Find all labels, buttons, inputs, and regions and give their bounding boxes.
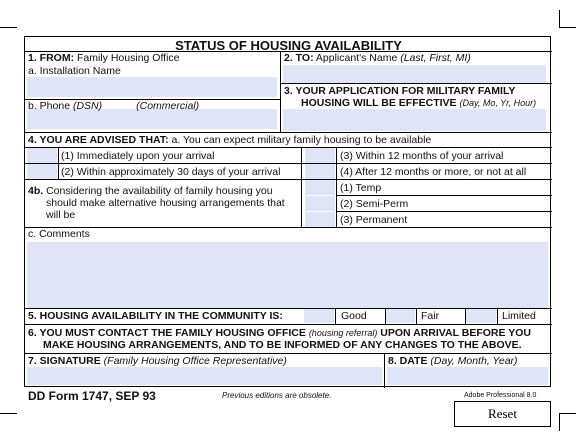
signature-field[interactable] [27,367,382,385]
form-title: STATUS OF HOUSING AVAILABILITY [175,38,402,53]
option-1-checkbox[interactable] [27,148,57,163]
software-note: Adobe Professional 8.0 [464,392,537,399]
fair-checkbox[interactable] [385,309,415,323]
advised-row: 4. YOU ARE ADVISED THAT: a. You can expect military family housing to be available [28,134,432,146]
application-line1: 3. YOUR APPLICATION FOR MILITARY FAMILY [284,85,516,97]
crop-mark [559,414,560,431]
date-field[interactable] [387,367,548,385]
contact-line2: MAKE HOUSING ARRANGEMENTS, AND TO BE INFORMED OF ANY CHANGES TO THE ABOVE. [43,339,522,351]
reset-button[interactable]: Reset [454,401,551,427]
crop-mark [559,10,560,27]
crop-mark [559,27,576,28]
option-2-label: (2) Within approximately 30 days of your arrival [61,166,281,178]
comments-field[interactable] [27,242,548,308]
housing-form [24,36,551,387]
temp-label: (1) Temp [340,182,382,194]
option-1-label: (1) Immediately upon your arrival [61,150,215,162]
permanent-label: (3) Permanent [340,214,408,226]
option-4-label: (4) After 12 months or more, or not at all [340,166,527,178]
crop-mark [0,27,17,28]
installation-label: a. Installation Name [28,65,121,77]
permanent-checkbox[interactable] [305,212,335,227]
item-4b-line1: 4b. Considering the availability of family housing you [28,185,273,197]
applicant-name-field[interactable] [283,65,546,83]
installation-name-field[interactable] [27,77,277,97]
option-2-checkbox[interactable] [27,164,57,179]
good-checkbox[interactable] [304,309,334,323]
limited-label: Limited [502,310,536,322]
good-label: Good [341,310,367,322]
option-3-label: (3) Within 12 months of your arrival [340,150,504,162]
availability-label: 5. HOUSING AVAILABILITY IN THE COMMUNITY IS: [28,310,283,322]
semi-perm-label: (2) Semi-Perm [340,198,409,210]
semi-perm-checkbox[interactable] [305,196,335,211]
effective-date-field[interactable] [283,109,546,131]
application-line2: HOUSING WILL BE EFFECTIVE (Day, Mo, Yr, Hour) [301,97,537,109]
crop-mark [559,413,576,414]
item-4b-line3: will be [46,209,76,221]
phone-field[interactable] [27,109,277,129]
form-id: DD Form 1747, SEP 93 [28,389,156,403]
option-3-checkbox[interactable] [305,148,335,163]
obsolete-note: Previous editions are obsolete. [222,391,332,400]
phone-row: b. Phone (DSN) (Commercial) [28,100,200,112]
crop-mark [0,413,17,414]
fair-label: Fair [421,310,440,322]
item-4b-line2: should make alternative housing arrangements that [46,197,285,209]
limited-checkbox[interactable] [466,309,496,323]
option-4-checkbox[interactable] [305,164,335,179]
temp-checkbox[interactable] [305,180,335,195]
date-label: 8. DATE (Day, Month, Year) [388,355,518,367]
from-row: 1. FROM: Family Housing Office [28,52,180,64]
signature-label: 7. SIGNATURE (Family Housing Office Representative) [28,355,287,367]
contact-line1: 6. YOU MUST CONTACT THE FAMILY HOUSING OFFICE (housing referral) UPON ARRIVAL BEFORE YOU [28,327,531,339]
to-row: 2. TO: Applicant's Name (Last, First, MI) [284,52,471,64]
comments-label: c. Comments [28,228,90,240]
